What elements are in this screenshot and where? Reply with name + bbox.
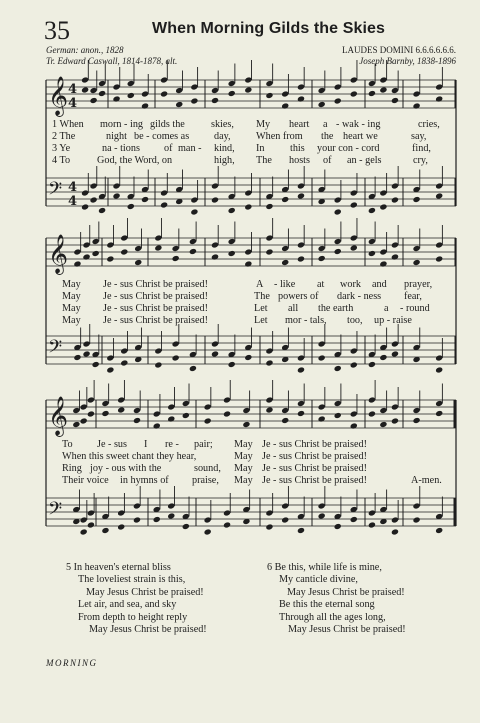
note-head bbox=[318, 415, 326, 422]
stanza-line: May Jesus Christ be praised! bbox=[288, 623, 406, 635]
note-head bbox=[413, 417, 421, 424]
time-signature: 4 bbox=[68, 194, 78, 209]
hymn-title: When Morning Gilds the Skies bbox=[152, 20, 386, 37]
stanza-line: The loveliest strain is this, bbox=[78, 574, 186, 586]
note-head bbox=[211, 253, 219, 260]
footer-category: MORNING bbox=[46, 658, 98, 668]
music-system-1 bbox=[0, 70, 480, 220]
note-head bbox=[189, 248, 197, 255]
note-head bbox=[228, 250, 236, 257]
note-head bbox=[228, 90, 236, 97]
note-head bbox=[154, 244, 162, 251]
stanza-line: From depth to height reply bbox=[78, 611, 188, 623]
stanza-line: Through all the ages long, bbox=[279, 611, 386, 623]
note-head bbox=[134, 259, 142, 266]
hymn-number: 35 bbox=[44, 16, 70, 45]
note-head bbox=[281, 196, 289, 203]
note-head bbox=[391, 196, 399, 203]
note-head bbox=[350, 422, 358, 429]
note-head bbox=[87, 521, 95, 528]
note-head bbox=[92, 250, 100, 257]
note-head bbox=[127, 92, 135, 99]
note-head bbox=[182, 412, 190, 419]
note-head bbox=[82, 253, 90, 260]
note-head bbox=[334, 248, 342, 255]
note-head bbox=[106, 255, 114, 262]
note-head bbox=[73, 354, 81, 361]
note-head bbox=[318, 512, 326, 519]
note-head bbox=[167, 512, 175, 519]
treble-clef-icon: 𝄞 bbox=[48, 234, 69, 274]
note-head bbox=[160, 201, 168, 208]
note-head bbox=[350, 244, 358, 251]
note-head bbox=[141, 102, 149, 109]
note-head bbox=[379, 260, 387, 267]
translation-credit: Tr. Edward Caswall, 1814-1878, alt. bbox=[46, 56, 178, 66]
note-head bbox=[334, 97, 342, 104]
note-head bbox=[265, 406, 273, 413]
note-head bbox=[350, 90, 358, 97]
note-head bbox=[175, 101, 183, 108]
note-head bbox=[204, 528, 212, 535]
note-head bbox=[368, 90, 376, 97]
note-head bbox=[435, 255, 443, 262]
note-head bbox=[435, 410, 443, 417]
note-head bbox=[172, 354, 180, 361]
note-head bbox=[117, 523, 125, 530]
note-head bbox=[228, 361, 236, 368]
note-head bbox=[72, 421, 80, 428]
note-head bbox=[82, 350, 90, 357]
note-head bbox=[153, 422, 161, 429]
stanza-line: May Jesus Christ be praised! bbox=[287, 586, 405, 598]
note-head bbox=[391, 253, 399, 260]
note-head bbox=[81, 86, 89, 93]
note-head bbox=[379, 203, 387, 210]
note-head bbox=[318, 101, 326, 108]
note-head bbox=[87, 410, 95, 417]
note-head bbox=[281, 259, 289, 266]
note-head bbox=[172, 255, 180, 262]
note-head bbox=[368, 521, 376, 528]
note-head bbox=[154, 361, 162, 368]
note-head bbox=[297, 527, 305, 534]
time-signature: 4 bbox=[68, 180, 78, 195]
note-head bbox=[379, 354, 387, 361]
note-head bbox=[153, 516, 161, 523]
note-head bbox=[101, 527, 109, 534]
note-head bbox=[120, 248, 128, 255]
note-head bbox=[244, 354, 252, 361]
stanza-line: Be this the eternal song bbox=[279, 599, 375, 611]
stanza-line: Let air, and sea, and sky bbox=[78, 599, 177, 611]
note-head bbox=[391, 417, 399, 424]
note-head bbox=[167, 415, 175, 422]
note-head bbox=[112, 192, 120, 199]
note-head bbox=[350, 201, 358, 208]
tune-name: LAUDES DOMINI 6.6.6.6.6.6. bbox=[342, 45, 456, 55]
note-head bbox=[265, 92, 273, 99]
note-head bbox=[117, 406, 125, 413]
note-head bbox=[413, 259, 421, 266]
bass-clef-icon: 𝄢 bbox=[48, 337, 63, 362]
note-head bbox=[244, 203, 252, 210]
note-head bbox=[190, 208, 198, 215]
note-head bbox=[80, 417, 88, 424]
note-head bbox=[190, 97, 198, 104]
stanza-line: 5 In heaven's eternal bliss bbox=[66, 562, 171, 573]
note-head bbox=[350, 516, 358, 523]
bass-clef-icon: 𝄢 bbox=[48, 499, 63, 524]
tune-composer: Joseph Barnby, 1838-1896 bbox=[359, 56, 456, 66]
note-head bbox=[265, 523, 273, 530]
note-head bbox=[265, 359, 273, 366]
note-head bbox=[141, 196, 149, 203]
stanza-6 bbox=[267, 562, 406, 636]
stanza-line: May Jesus Christ be praised! bbox=[86, 586, 204, 598]
note-head bbox=[281, 516, 289, 523]
note-head bbox=[73, 260, 81, 267]
note-head bbox=[133, 516, 141, 523]
note-head bbox=[211, 196, 219, 203]
treble-clef-icon: 𝄞 bbox=[48, 396, 69, 436]
note-head bbox=[334, 412, 342, 419]
note-head bbox=[244, 86, 252, 93]
note-head bbox=[297, 410, 305, 417]
note-head bbox=[265, 248, 273, 255]
note-head bbox=[435, 95, 443, 102]
note-head bbox=[281, 102, 289, 109]
note-head bbox=[391, 350, 399, 357]
note-head bbox=[120, 359, 128, 366]
note-head bbox=[281, 417, 289, 424]
note-head bbox=[413, 516, 421, 523]
note-head bbox=[297, 366, 305, 373]
note-head bbox=[297, 95, 305, 102]
note-head bbox=[413, 196, 421, 203]
note-head bbox=[265, 203, 273, 210]
bass-clef-icon: 𝄢 bbox=[48, 179, 63, 204]
note-head bbox=[368, 250, 376, 257]
note-head bbox=[242, 421, 250, 428]
note-head bbox=[211, 97, 219, 104]
note-head bbox=[160, 90, 168, 97]
note-head bbox=[391, 97, 399, 104]
note-head bbox=[435, 192, 443, 199]
note-head bbox=[379, 86, 387, 93]
note-head bbox=[92, 361, 100, 368]
treble-clef-icon: 𝄞 bbox=[48, 76, 69, 116]
note-head bbox=[211, 350, 219, 357]
time-signature: 4 bbox=[68, 82, 78, 97]
note-head bbox=[228, 207, 236, 214]
note-head bbox=[391, 528, 399, 535]
note-head bbox=[223, 410, 231, 417]
note-head bbox=[297, 192, 305, 199]
note-head bbox=[101, 410, 109, 417]
note-head bbox=[90, 97, 98, 104]
note-head bbox=[182, 523, 190, 530]
note-head bbox=[318, 354, 326, 361]
stanza-line: May Jesus Christ be praised! bbox=[89, 623, 207, 635]
note-head bbox=[127, 203, 135, 210]
note-head bbox=[368, 410, 376, 417]
time-signature: 4 bbox=[68, 96, 78, 111]
text-credit: German: anon., 1828 bbox=[46, 45, 124, 55]
note-head bbox=[223, 521, 231, 528]
note-head bbox=[204, 417, 212, 424]
note-head bbox=[81, 203, 89, 210]
stanza-5 bbox=[66, 562, 207, 636]
note-head bbox=[244, 260, 252, 267]
note-head bbox=[334, 208, 342, 215]
note-head bbox=[334, 365, 342, 372]
note-head bbox=[435, 366, 443, 373]
note-head bbox=[368, 361, 376, 368]
note-head bbox=[413, 102, 421, 109]
note-head bbox=[318, 255, 326, 262]
note-head bbox=[98, 207, 106, 214]
note-head bbox=[368, 207, 376, 214]
note-head bbox=[297, 255, 305, 262]
note-head bbox=[189, 365, 197, 372]
note-head bbox=[379, 421, 387, 428]
note-head bbox=[90, 196, 98, 203]
note-head bbox=[334, 523, 342, 530]
stanza-line: My canticle divine, bbox=[279, 574, 358, 586]
note-head bbox=[133, 417, 141, 424]
note-head bbox=[106, 366, 114, 373]
note-head bbox=[80, 528, 88, 535]
note-head bbox=[350, 361, 358, 368]
note-head bbox=[435, 527, 443, 534]
note-head bbox=[98, 90, 106, 97]
note-head bbox=[112, 95, 120, 102]
stanza-line: 6 Be this, while life is mine, bbox=[267, 562, 382, 573]
